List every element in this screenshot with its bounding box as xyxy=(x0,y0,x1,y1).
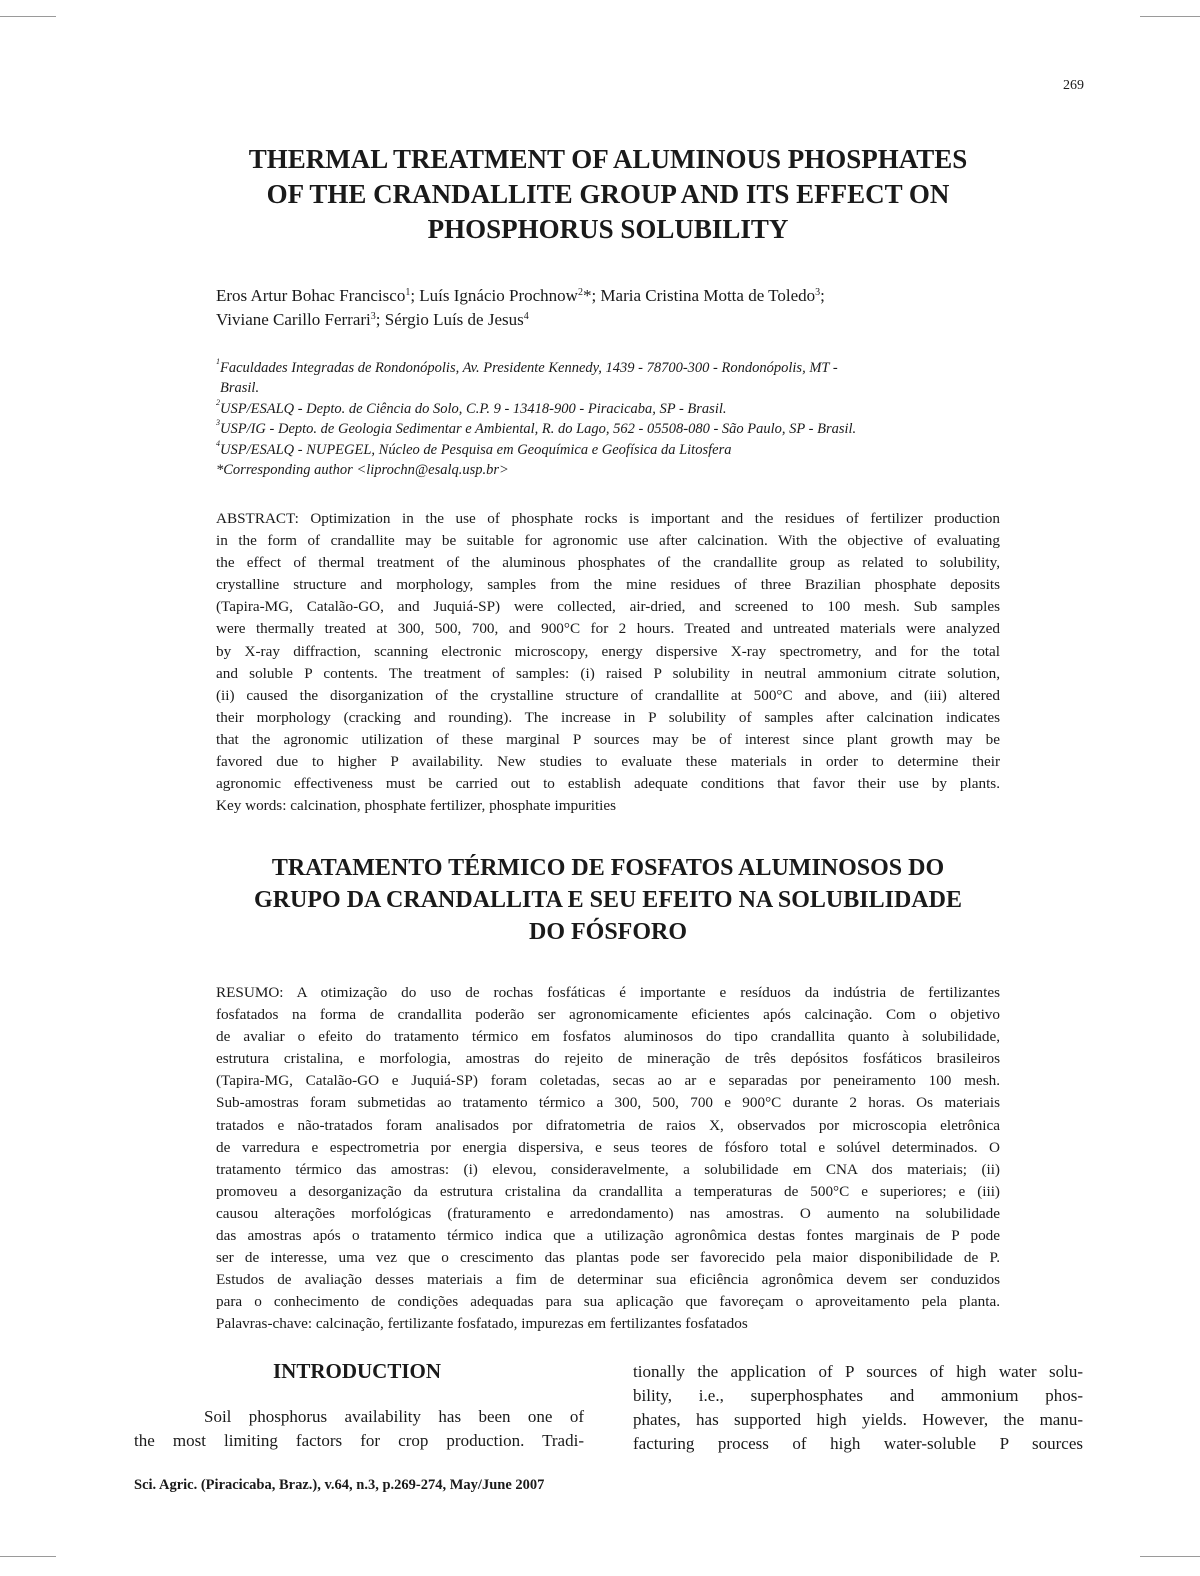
abstract-line: the effect of thermal treatment of the aluminous phosphates of the crandallite group as related to solubility, xyxy=(216,554,1000,572)
author-name: Viviane Carillo Ferrari xyxy=(216,310,371,329)
resumo-line: fosfatados na forma de crandallita poderão ser agronomicamente eficientes após calcinação. Com o objetivo xyxy=(216,1006,1000,1024)
resumo xyxy=(216,982,1000,1336)
author-name: ; Luís Ignácio Prochnow xyxy=(410,286,578,305)
abstract-line: in the form of crandallite may be suitable for agronomic use after calcination. With the objective of evaluating xyxy=(216,532,1000,550)
crop-mark-bottom-left xyxy=(0,1556,56,1557)
affil-mark: 2 xyxy=(216,397,220,407)
keywords: Key words: calcination, phosphate fertilizer, phosphate impurities xyxy=(216,797,617,815)
resumo-line: Estudos de avaliação desses materiais a fim de determinar sua eficiência agronômica devem ser conduzidos xyxy=(216,1271,1000,1289)
palavras-chave: Palavras-chave: calcinação, fertilizante fosfatado, impurezas em fertilizantes fosfatados xyxy=(216,1315,748,1333)
abstract xyxy=(216,508,1000,817)
title-line: OF THE CRANDALLITE GROUP AND ITS EFFECT ON xyxy=(266,179,950,209)
resumo-line: tratamento térmico das amostras: (i) elevou, consideravelmente, a solubilidade em CNA dos materiais; (ii) xyxy=(216,1160,1000,1178)
affil-mark: 3 xyxy=(216,418,220,428)
abstract-line: their morphology (cracking and rounding). The increase in P solubility of samples after calcination indicates xyxy=(216,708,1000,726)
resumo-line: estrutura cristalina, e morfologia, amostras do rejeito de mineração de três depósitos fosfáticos brasileiros xyxy=(216,1050,1000,1068)
resumo-line: tratados e não-tratados foram analisados por difratometria de raios X, observados por microscopia eletrônica xyxy=(216,1116,1000,1134)
corresponding-author: *Corresponding author <liprochn@esalq.usp.br> xyxy=(216,462,509,479)
resumo-line: Sub-amostras foram submetidas ao tratamento térmico a 300, 500, 700 e 900°C durante 2 horas. Os materiais xyxy=(216,1094,1000,1112)
resumo-line: RESUMO: A otimização do uso de rochas fosfáticas é importante e resíduos da indústria de fertilizantes xyxy=(216,984,1000,1001)
author-affil-mark: 4 xyxy=(523,311,529,322)
abstract-line: agronomic effectiveness must be carried out to establish adequate conditions that favor their use by plants. xyxy=(216,775,1000,793)
title-line: TRATAMENTO TÉRMICO DE FOSFATOS ALUMINOSOS DO xyxy=(271,855,945,881)
intro-left-column xyxy=(134,1405,584,1453)
affiliation-text: USP/ESALQ - NUPEGEL, Núcleo de Pesquisa em Geoquímica e Geofísica da Litosfera xyxy=(220,441,732,458)
article-title xyxy=(200,142,1016,247)
affiliation-text: Faculdades Integradas de Rondonópolis, Av. Presidente Kennedy, 1439 - 78700-300 - Rondonópolis, MT - xyxy=(220,360,838,376)
abstract-line: (ii) caused the disorganization of the crystalline structure of crandallite at 500°C and above, and (iii) altered xyxy=(216,686,1000,704)
resumo-line: ser de interesse, uma vez que o crescimento das plantas pode ser favorecido pela maior disponibilidade de P. xyxy=(216,1249,1000,1267)
author-list xyxy=(216,284,1016,332)
intro-right-column xyxy=(633,1360,1083,1456)
author-affil-mark: 3 xyxy=(815,287,821,298)
journal-footer: Sci. Agric. (Piracicaba, Braz.), v.64, n.3, p.269-274, May/June 2007 xyxy=(134,1477,545,1493)
abstract-line: and soluble P contents. The treatment of samples: (i) raised P solubility in neutral ammonium citrate solution, xyxy=(216,664,1000,682)
body-line: tionally the application of P sources of high water solu- xyxy=(633,1362,1083,1381)
page-number: 269 xyxy=(1063,78,1084,93)
author-separator: ; xyxy=(820,286,825,305)
affiliation-line: Brasil. xyxy=(220,380,260,397)
author-line xyxy=(216,308,1016,332)
title-line: GRUPO DA CRANDALLITA E SEU EFEITO NA SOLUBILIDADE xyxy=(254,887,962,913)
crop-mark-top-right xyxy=(1140,16,1200,17)
affiliation-text: USP/IG - Depto. de Geologia Sedimentar e Ambiental, R. do Lago, 562 - 05508-080 - São Paulo, SP - Brasil. xyxy=(220,421,857,438)
title-line: DO FÓSFORO xyxy=(528,919,687,945)
resumo-line: (Tapira-MG, Catalão-GO e Juquiá-SP) foram coletadas, secas ao ar e separadas por peneiramento 100 mesh. xyxy=(216,1072,1000,1090)
affiliation-line xyxy=(216,358,1016,378)
affiliation-line xyxy=(216,440,1016,460)
body-line: bility, i.e., superphosphates and ammonium phos- xyxy=(633,1386,1083,1405)
abstract-line: crystalline structure and morphology, samples from the mine residues of three Brazilian phosphate deposits xyxy=(216,576,1000,594)
affil-mark: 1 xyxy=(216,357,220,366)
author-name: ; Sérgio Luís de Jesus xyxy=(375,310,524,329)
body-line: the most limiting factors for crop production. Tradi- xyxy=(134,1431,584,1450)
affiliation-line xyxy=(216,399,1016,419)
author-name: *; Maria Cristina Motta de Toledo xyxy=(582,286,816,305)
crop-mark-top-left xyxy=(0,16,56,17)
resumo-line: promoveu a desorganização da estrutura cristalina da crandallita a temperaturas de 500°C e superiores; e (iii) xyxy=(216,1182,1000,1200)
title-line: PHOSPHORUS SOLUBILITY xyxy=(427,214,789,244)
affil-mark: 4 xyxy=(216,438,220,448)
author-name: Eros Artur Bohac Francisco xyxy=(216,286,406,305)
abstract-line: were thermally treated at 300, 500, 700, and 900°C for 2 hours. Treated and untreated materials were analyzed xyxy=(216,620,1000,638)
author-line xyxy=(216,284,1016,308)
resumo-line: das amostras após o tratamento térmico indica que a utilização agronômica destas fontes marginais de P pode xyxy=(216,1227,1000,1245)
resumo-line: de avaliar o efeito do tratamento térmico em fosfatos aluminosos do tipo crandallita quanto à solubilidade, xyxy=(216,1028,1000,1046)
author-affil-mark: 3 xyxy=(370,311,376,322)
resumo-line: causou alterações morfológicas (fraturamento e arredondamento) nas amostras. O aumento na solubilidade xyxy=(216,1204,1000,1222)
abstract-line: (Tapira-MG, Catalão-GO, and Juquiá-SP) were collected, air-dried, and screened to 100 mesh. Sub samples xyxy=(216,598,1000,616)
portuguese-title xyxy=(200,852,1016,948)
body-line: Soil phosphorus availability has been one of xyxy=(204,1407,584,1426)
affiliation-text: USP/ESALQ - Depto. de Ciência do Solo, C.P. 9 - 13418-900 - Piracicaba, SP - Brasil. xyxy=(220,400,727,417)
affiliations xyxy=(216,358,1016,480)
introduction-heading: INTRODUCTION xyxy=(272,1359,442,1383)
abstract-line: by X-ray diffraction, scanning electronic microscopy, energy dispersive X-ray spectrometry, and for the total xyxy=(216,642,1000,660)
resumo-line: para o conhecimento de condições adequadas para sua aplicação que favoreçam o aproveitamento pela planta. xyxy=(216,1293,1000,1311)
abstract-line: ABSTRACT: Optimization in the use of phosphate rocks is important and the residues of fertilizer production xyxy=(216,510,1000,527)
crop-mark-bottom-right xyxy=(1140,1556,1200,1557)
abstract-line: that the agronomic utilization of these marginal P sources may be of interest since plant growth may be xyxy=(216,730,1000,748)
author-affil-mark: 2 xyxy=(577,287,583,298)
title-line: THERMAL TREATMENT OF ALUMINOUS PHOSPHATES xyxy=(248,144,968,174)
abstract-line: favored due to higher P availability. New studies to evaluate these materials in order to determine their xyxy=(216,753,1000,771)
affiliation-line xyxy=(216,419,1016,439)
body-line: facturing process of high water-soluble P sources xyxy=(633,1434,1083,1453)
resumo-line: de varredura e espectrometria por energia dispersiva, e seus teores de fósforo total e solúvel determinados. O xyxy=(216,1138,1000,1156)
author-affil-mark: 1 xyxy=(405,287,411,298)
body-line: phates, has supported high yields. However, the manu- xyxy=(633,1410,1083,1429)
